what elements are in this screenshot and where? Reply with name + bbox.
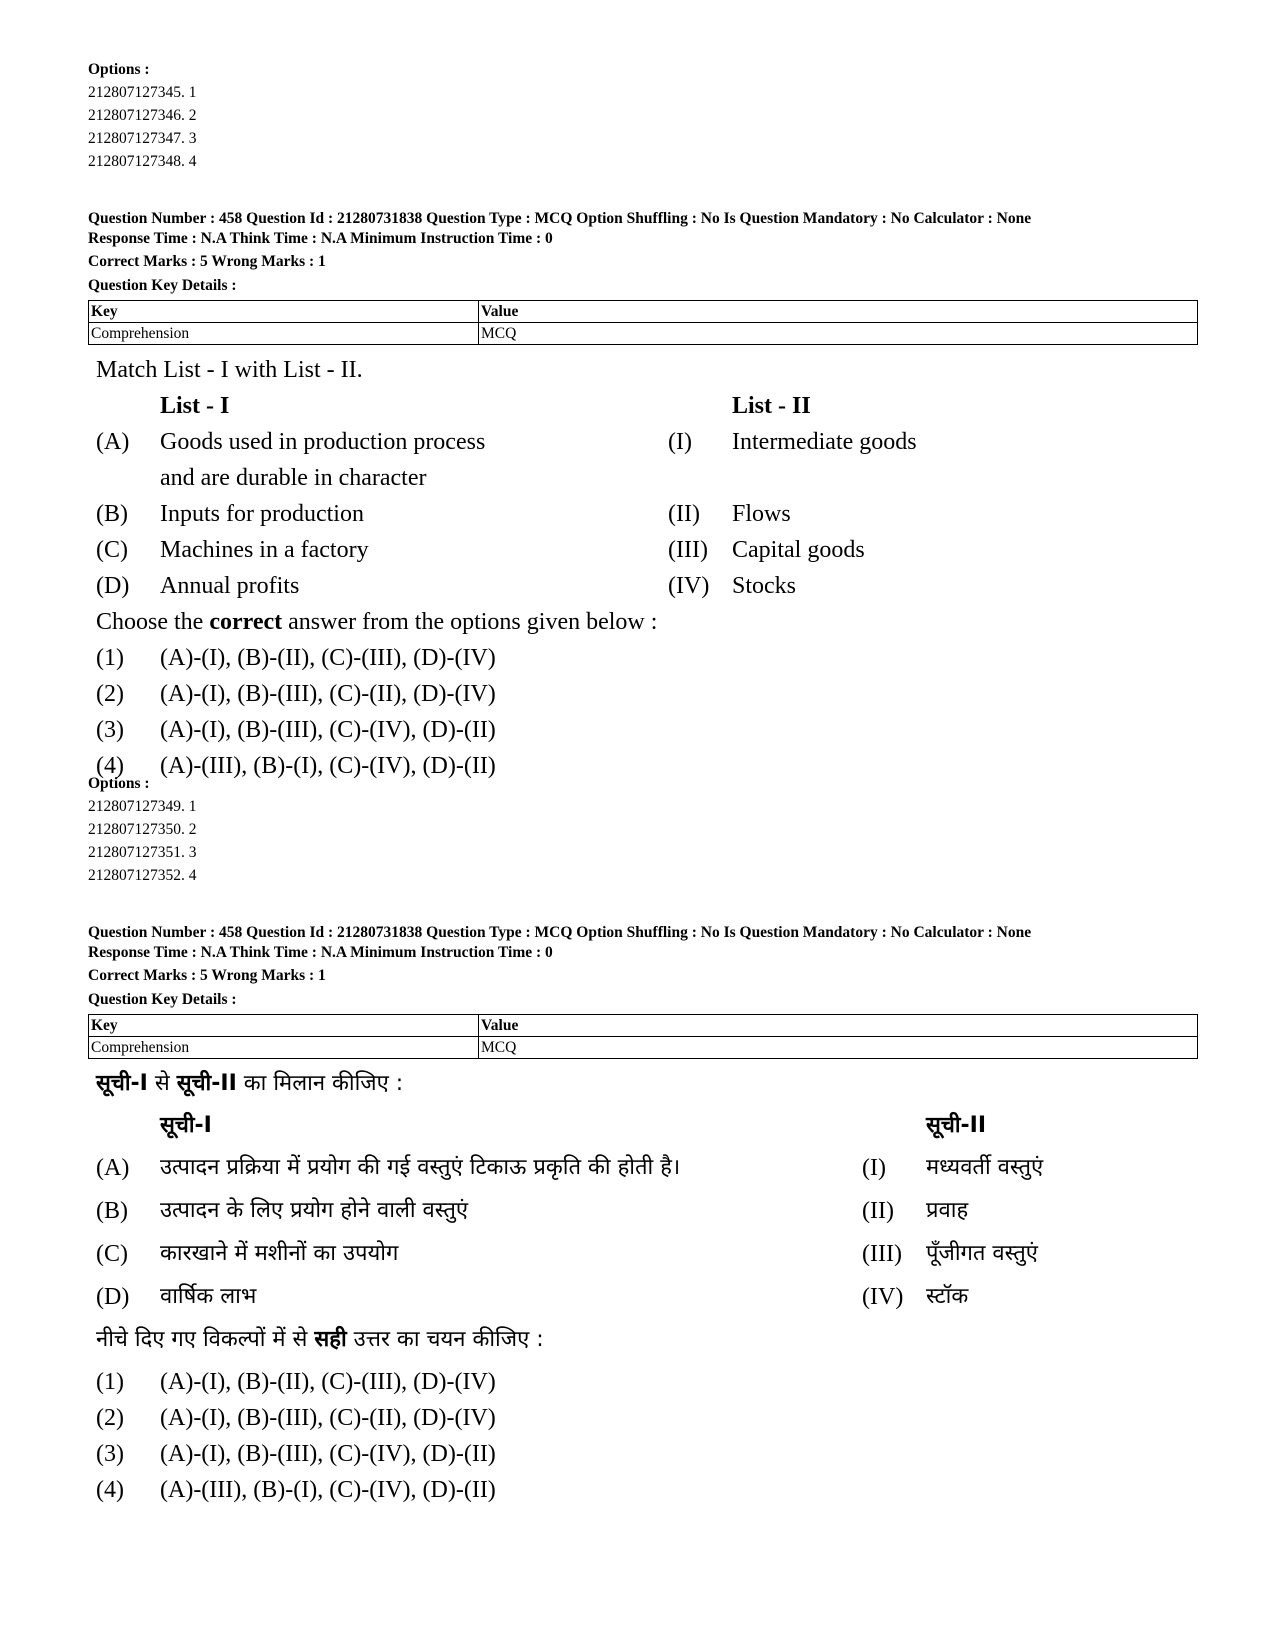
table-header-key: Key — [89, 1015, 479, 1037]
list1-text: उत्पादन के लिए प्रयोग होने वाली वस्तुएं — [160, 1198, 469, 1223]
list1-text: उत्पादन प्रक्रिया में प्रयोग की गई वस्तुएं टिकाऊ प्रकृति की होती है। — [160, 1155, 681, 1180]
answer-label: (1) — [96, 645, 124, 671]
list-row-b — [96, 496, 1196, 532]
list2-label: (III) — [668, 537, 708, 563]
list1-text: Goods used in production process — [160, 429, 486, 455]
list2-text: Stocks — [732, 573, 797, 599]
list-row-d-hi — [96, 1279, 1196, 1322]
list1-label: (C) — [96, 1241, 128, 1267]
list2-label: (I) — [862, 1155, 886, 1181]
list1-title: List - I — [160, 393, 230, 419]
answer-text: (A)-(I), (B)-(II), (C)-(III), (D)-(IV) — [160, 645, 496, 671]
answer-label: (3) — [96, 1441, 124, 1467]
list-row-a-cont — [96, 460, 1196, 496]
answer-text: (A)-(I), (B)-(III), (C)-(II), (D)-(IV) — [160, 1405, 496, 1431]
list1-label: (A) — [96, 1155, 130, 1181]
table-header-value: Value — [479, 301, 1198, 323]
marks-line: Correct Marks : 5 Wrong Marks : 1 — [88, 253, 326, 270]
list-titles — [96, 388, 1196, 424]
table-row — [89, 323, 1198, 345]
list1-label: (B) — [96, 1198, 128, 1224]
options-label: Options : — [88, 775, 150, 792]
question-meta-line: Question Number : 458 Question Id : 21280731838 Question Type : MCQ Option Shuffling : No Is Question Mandatory : No Calculator : None — [88, 924, 1032, 941]
answer-label: (4) — [96, 753, 124, 779]
key-details-table — [88, 1014, 1198, 1059]
list-row-a-hi — [96, 1150, 1196, 1193]
answer-option-2 — [96, 1400, 1196, 1436]
option-item: 212807127349. 1 — [88, 798, 197, 815]
answer-text: (A)-(I), (B)-(III), (C)-(IV), (D)-(II) — [160, 1441, 496, 1467]
list1-label: (A) — [96, 429, 130, 455]
list-titles-hi — [96, 1108, 1196, 1150]
key-details-label: Question Key Details : — [88, 990, 237, 1008]
list2-text: पूँजीगत वस्तुएं — [926, 1241, 1038, 1266]
list2-title: List - II — [732, 393, 811, 419]
list2-text: Capital goods — [732, 537, 865, 563]
choose-instruction-hi: नीचे दिए गए विकल्पों में से सही उत्तर का चयन कीजिए : — [96, 1327, 544, 1352]
answer-option-1 — [96, 1364, 1196, 1400]
answer-option-1 — [96, 640, 1196, 676]
list1-text: कारखाने में मशीनों का उपयोग — [160, 1241, 399, 1266]
answer-option-3 — [96, 1436, 1196, 1472]
response-time-line: Response Time : N.A Think Time : N.A Minimum Instruction Time : 0 — [88, 229, 553, 247]
answer-option-2 — [96, 676, 1196, 712]
list2-text: Flows — [732, 501, 791, 527]
question-header-hi — [88, 923, 1198, 1009]
table-header-key: Key — [89, 301, 479, 323]
list1-label: (D) — [96, 573, 130, 599]
list1-label: (B) — [96, 501, 128, 527]
answer-text: (A)-(III), (B)-(I), (C)-(IV), (D)-(II) — [160, 753, 496, 779]
key-details-table — [88, 300, 1198, 345]
list1-text: वार्षिक लाभ — [160, 1284, 257, 1309]
option-item: 212807127348. 4 — [88, 153, 197, 170]
table-header-row — [89, 1015, 1198, 1037]
answer-label: (4) — [96, 1477, 124, 1503]
key-details-label: Question Key Details : — [88, 276, 237, 294]
answer-option-4 — [96, 1472, 1196, 1508]
match-prompt: Match List - I with List - II. — [96, 357, 363, 383]
options-en — [88, 772, 197, 887]
list1-title: सूची-I — [160, 1113, 212, 1138]
question-header-en — [88, 209, 1198, 295]
answer-text: (A)-(III), (B)-(I), (C)-(IV), (D)-(II) — [160, 1477, 496, 1503]
list2-title: सूची-II — [926, 1113, 987, 1138]
table-cell-value: MCQ — [479, 323, 1198, 345]
list2-label: (II) — [862, 1198, 894, 1224]
list2-text: स्टॉक — [926, 1284, 969, 1309]
answer-text: (A)-(I), (B)-(III), (C)-(II), (D)-(IV) — [160, 681, 496, 707]
options-label: Options : — [88, 61, 150, 78]
question-body-en — [96, 352, 1196, 784]
list-row-d — [96, 568, 1196, 604]
option-item: 212807127346. 2 — [88, 107, 197, 124]
answer-text: (A)-(I), (B)-(III), (C)-(IV), (D)-(II) — [160, 717, 496, 743]
option-item: 212807127351. 3 — [88, 844, 197, 861]
table-row — [89, 1037, 1198, 1059]
marks-line: Correct Marks : 5 Wrong Marks : 1 — [88, 967, 326, 984]
answer-option-3 — [96, 712, 1196, 748]
list1-text: Inputs for production — [160, 501, 364, 527]
list-row-c-hi — [96, 1236, 1196, 1279]
option-item: 212807127347. 3 — [88, 130, 197, 147]
list-row-c — [96, 532, 1196, 568]
answer-label: (2) — [96, 1405, 124, 1431]
question-body-hi — [96, 1066, 1196, 1508]
table-cell-key: Comprehension — [89, 1037, 479, 1059]
table-header-row — [89, 301, 1198, 323]
answer-label: (2) — [96, 681, 124, 707]
choose-instruction: Choose the correct answer from the options given below : — [96, 609, 658, 635]
response-time-line: Response Time : N.A Think Time : N.A Minimum Instruction Time : 0 — [88, 943, 553, 961]
table-cell-key: Comprehension — [89, 323, 479, 345]
list-row-a — [96, 424, 1196, 460]
option-item: 212807127345. 1 — [88, 84, 197, 101]
list2-text: Intermediate goods — [732, 429, 917, 455]
option-item: 212807127350. 2 — [88, 821, 197, 838]
table-header-value: Value — [479, 1015, 1198, 1037]
list2-label: (IV) — [668, 573, 710, 599]
table-cell-value: MCQ — [479, 1037, 1198, 1059]
list2-label: (III) — [862, 1241, 902, 1267]
option-item: 212807127352. 4 — [88, 867, 197, 884]
list1-text-cont: and are durable in character — [160, 465, 427, 491]
list2-text: प्रवाह — [926, 1198, 969, 1223]
question-meta-line: Question Number : 458 Question Id : 21280731838 Question Type : MCQ Option Shuffling : No Is Question Mandatory : No Calculator : None — [88, 210, 1032, 227]
list1-text: Machines in a factory — [160, 537, 369, 563]
top-options — [88, 58, 197, 173]
match-prompt-hi: सूची-I से सूची-II का मिलान कीजिए : — [96, 1071, 404, 1096]
list1-text: Annual profits — [160, 573, 300, 599]
list1-label: (C) — [96, 537, 128, 563]
list1-label: (D) — [96, 1284, 130, 1310]
list2-label: (I) — [668, 429, 692, 455]
list2-text: मध्यवर्ती वस्तुएं — [926, 1155, 1044, 1180]
list-row-b-hi — [96, 1193, 1196, 1236]
answer-label: (3) — [96, 717, 124, 743]
answer-label: (1) — [96, 1369, 124, 1395]
answer-option-4 — [96, 748, 1196, 784]
answer-text: (A)-(I), (B)-(II), (C)-(III), (D)-(IV) — [160, 1369, 496, 1395]
list2-label: (IV) — [862, 1284, 904, 1310]
list2-label: (II) — [668, 501, 700, 527]
